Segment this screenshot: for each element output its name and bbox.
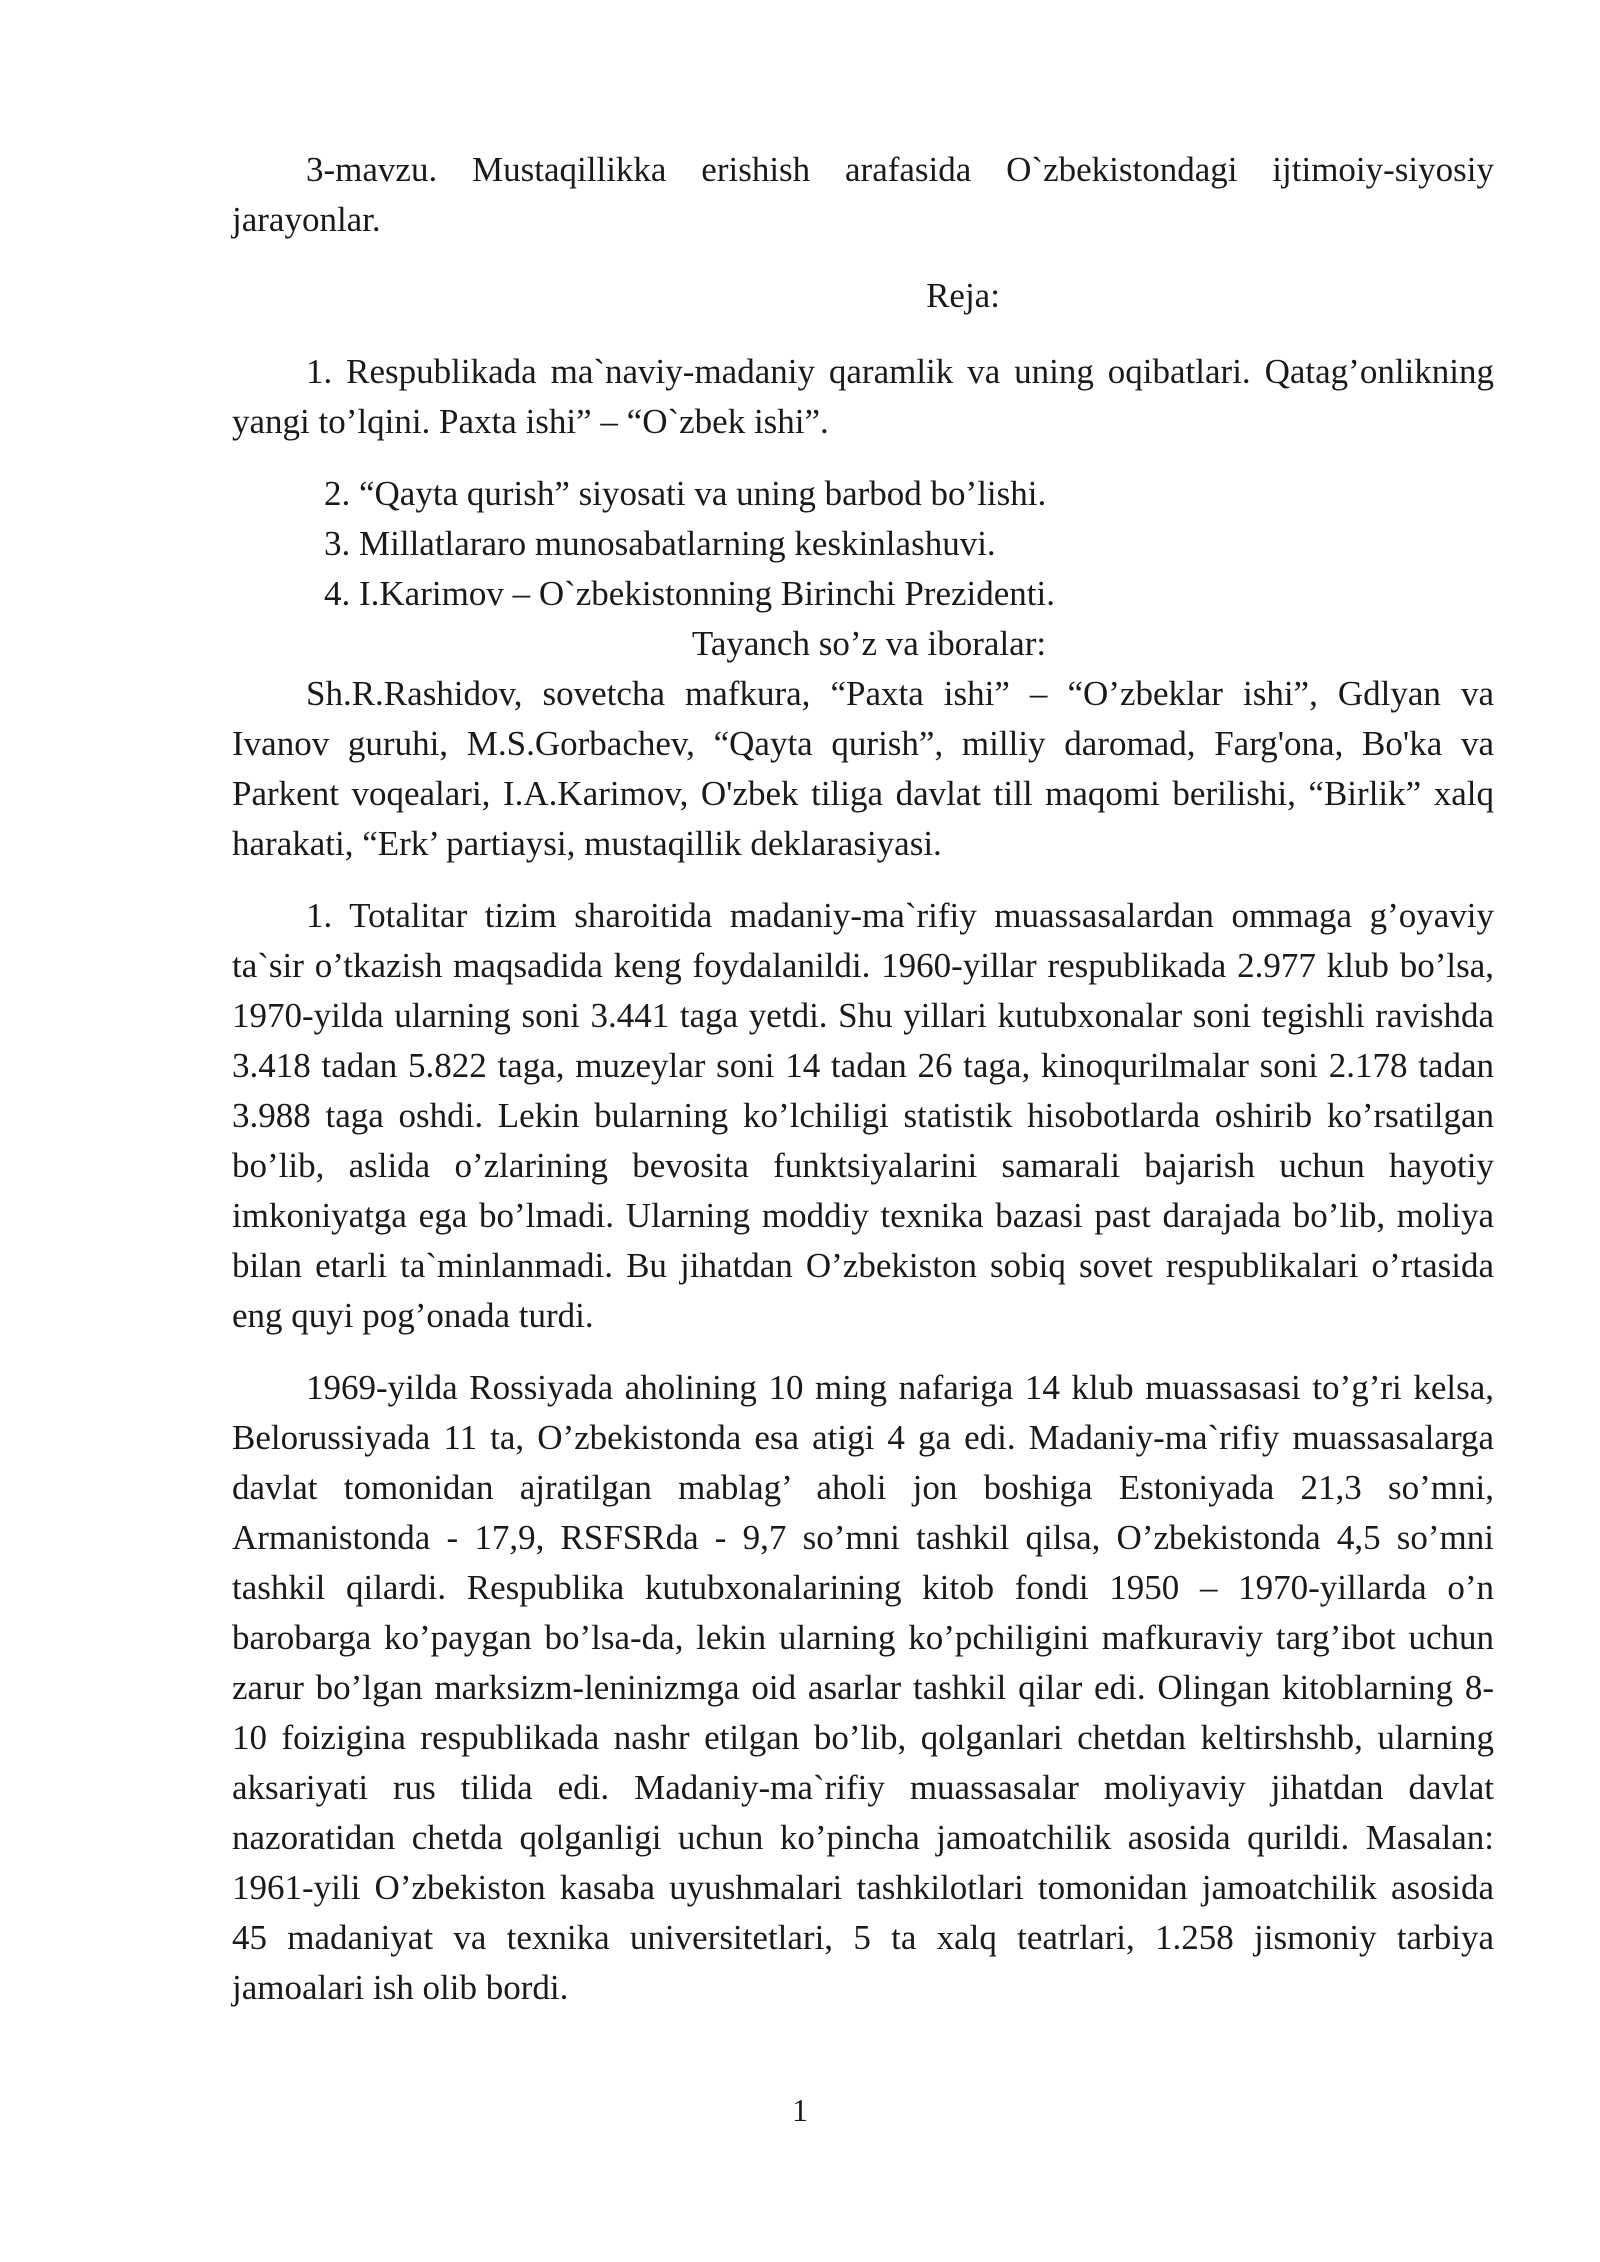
plan-item-1: 1. Respublikada ma`naviy-madaniy qaramlik va uning oqibatlari. Qatag’onlikning yangi to’lqini. Paxta ishi” – “O`zbek ishi”. — [232, 352, 1494, 441]
plan-heading: Reja: — [926, 276, 1000, 315]
body-paragraph-2: 1969-yilda Rossiyada aholining 10 ming nafariga 14 klub muassasasi to’g’ri kelsa, Belorussiyada 11 ta, O’zbekistonda esa atigi 4 ga edi. Madaniy-ma`rifiy muassasalarga davlat tomonidan ajratilgan mablag’ aholi jon boshiga Estoniyada 21,3 so’mni, Armanistonda - 17,9, RSFSRda - 9,7 so’mni tashkil qilsa, O’zbekistonda 4,5 so’mni tashkil qilardi. Respublika kutubxonalarining kitob fondi 1950 – 1970-yillarda o’n barobarga ko’paygan bo’lsa-da, lekin ularning ko’pchiligini mafkuraviy targ’ibot uchun zarur bo’lgan marksizm-leninizmga oid asarlar tashkil qilar edi. Olingan kitoblarning 8-10 foizigina respublikada nashr etilgan bo’lib, qolganlari chetdan keltirshshb, ularning aksariyati rus tilida edi. Madaniy-ma`rifiy muassasalar moliyaviy jihatdan davlat nazoratidan chetda qolganligi uchun ko’pincha jamoatchilik asosida qurildi. Masalan: 1961-yili O’zbekiston kasaba uyushmalari tashkilotlari tomonidan jamoatchilik asosida 45 madaniyat va texnika universitetlari, 5 ta xalq teatrlari, 1.258 jismoniy tarbiya jamoalari ish olib bordi. — [232, 1368, 1494, 2007]
topic-title: 3-mavzu. Mustaqillikka erishish arafasida O`zbekistondagi ijtimoiy-siyosiy jarayonlar. — [232, 150, 1494, 239]
plan-item-3: 3. Millatlararo munosabatlarning keskinlashuvi. — [324, 524, 996, 563]
plan-item-4: 4. I.Karimov – O`zbekistonning Birinchi Prezidenti. — [324, 574, 1055, 613]
keywords-text: Sh.R.Rashidov, sovetcha mafkura, “Paxta ishi” – “O’zbeklar ishi”, Gdlyan va Ivanov guruhi, M.S.Gorbachev, “Qayta qurish”, milliy daromad, Farg'ona, Bo'ka va Parkent voqealari, I.A.Karimov, O'zbek tiliga davlat till maqomi berilishi, “Birlik” xalq harakati, “Erk’ partiaysi, mustaqillik deklarasiyasi. — [232, 674, 1494, 863]
body-paragraph-1: 1. Totalitar tizim sharoitida madaniy-ma`rifiy muassasalardan ommaga g’oyaviy ta`sir o’tkazish maqsadida keng foydalanildi. 1960-yillar respublikada 2.977 klub bo’lsa, 1970-yilda ularning soni 3.441 taga yetdi. Shu yillari kutubxonalar soni tegishli ravishda 3.418 tadan 5.822 taga, muzeylar soni 14 tadan 26 taga, kinoqurilmalar soni 2.178 tadan 3.988 taga oshdi. Lekin bularning ko’lchiligi statistik hisobotlarda oshirib ko’rsatilgan bo’lib, aslida o’zlarining bevosita funktsiyalarini samarali bajarish uchun hayotiy imkoniyatga ega bo’lmadi. Ularning moddiy texnika bazasi past darajada bo’lib, moliya bilan etarli ta`minlanmadi. Bu jihatdan O’zbekiston sobiq sovet respublikalari o’rtasida eng quyi pog’onada turdi. — [232, 896, 1494, 1335]
keywords-heading: Tayanch so’z va iboralar: — [691, 624, 1047, 663]
document-page — [232, 145, 1494, 2013]
page-number: 1 — [792, 2092, 808, 2128]
plan-item-2: 2. “Qayta qurish” siyosati va uning barbod bo’lishi. — [324, 474, 1047, 513]
